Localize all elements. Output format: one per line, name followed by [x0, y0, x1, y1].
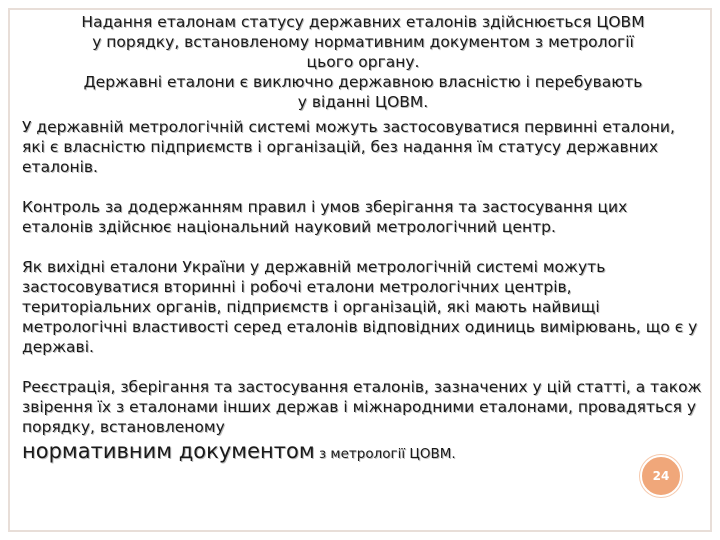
intro-line-3: цього органу.: [306, 53, 420, 71]
paragraph-primary-standards: У державній метрологічній системі можуть застосовуватися первинні еталони, які є власністю підприємств і організацій, без надання їм статусу державних еталонів.: [22, 118, 675, 176]
intro-line-5: у віданні ЦОВМ.: [297, 93, 429, 111]
main-text-block: [22, 117, 702, 465]
paragraph-registration: [22, 377, 702, 465]
normative-document-emphasis: нормативним документом: [22, 439, 315, 463]
paragraph-control: Контроль за додержанням правил і умов зберігання та застосування цих еталонів здійснює національний науковий метрологічний центр.: [22, 198, 628, 236]
intro-line-4: Державні еталони є виключно державною власністю і перебувають: [83, 73, 643, 91]
intro-text-block: [28, 12, 698, 112]
paragraph-source-standards: Як вихідні еталони України у державній метрологічній системі можуть застосовуватися вторинні і робочі еталони метрологічних центрів, територіальних органів, підприємств і організацій, які мають найвищі метрологічні властивості серед еталонів відповідних одиниць вимірювань, що є у державі.: [22, 258, 698, 356]
frame-right-border: [710, 8, 712, 532]
registration-ending: з метрології ЦОВМ.: [314, 446, 456, 462]
frame-bottom-border: [8, 530, 712, 532]
page-number-badge: 24: [640, 455, 682, 497]
intro-line-2: у порядку, встановленому нормативним документом з метрології: [92, 33, 634, 51]
registration-text: Реєстрація, зберігання та застосування еталонів, зазначених у цій статті, а також звірення їх з еталонами інших держав і міжнародними еталонами, провадяться у порядку, встановленому: [22, 378, 702, 436]
intro-line-1: Надання еталонам статусу державних еталонів здійснюється ЦОВМ: [81, 13, 645, 31]
frame-left-border: [8, 8, 10, 532]
frame-top-border: [8, 8, 712, 10]
